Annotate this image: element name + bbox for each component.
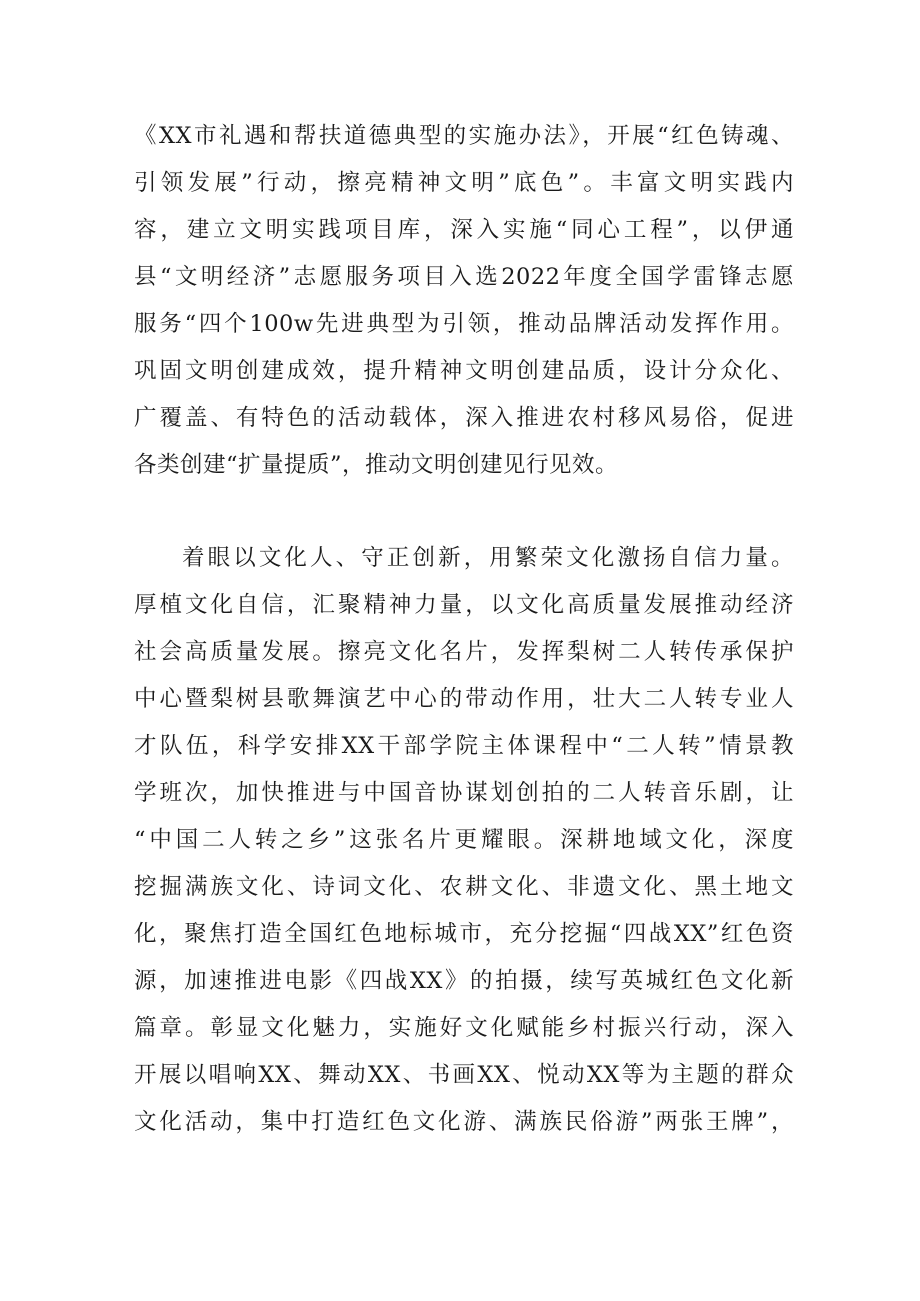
paragraph-line: 县“文明经济”志愿服务项目入选2022年度全国学雷锋志愿 xyxy=(134,264,794,290)
paragraph-line: 各类创建“扩量提质”，推动文明创建见行见效。 xyxy=(134,452,619,478)
paragraph-line: 源，加速推进电影《四战XX》的拍摄，续写英城红色文化新 xyxy=(134,968,794,994)
paragraph-line: 社会高质量发展。擦亮文化名片，发挥梨树二人转传承保护 xyxy=(134,639,794,665)
paragraph-line: “中国二人转之乡”这张名片更耀眼。深耕地域文化，深度 xyxy=(134,827,794,853)
paragraph-line: 挖掘满族文化、诗词文化、农耕文化、非遗文化、黑土地文 xyxy=(134,874,794,900)
paragraph-civilization xyxy=(134,113,794,489)
paragraph-line: 中心暨梨树县歌舞演艺中心的带动作用，壮大二人转专业人 xyxy=(134,686,794,712)
paragraph-line: 《XX市礼遇和帮扶道德典型的实施办法》，开展“红色铸魂、 xyxy=(134,123,794,149)
paragraph-line: 巩固文明创建成效，提升精神文明创建品质，设计分众化、 xyxy=(134,358,794,384)
paragraph-line: 开展以唱响XX、舞动XX、书画XX、悦动XX等为主题的群众 xyxy=(134,1062,794,1088)
paragraph-line: 才队伍，科学安排XX干部学院主体课程中“二人转”情景教 xyxy=(134,733,794,759)
paragraph-line: 广覆盖、有特色的活动载体，深入推进农村移风易俗，促进 xyxy=(134,405,794,431)
paragraph-line: 引领发展”行动，擦亮精神文明”底色”。丰富文明实践内 xyxy=(134,170,794,196)
paragraph-line: 文化活动，集中打造红色文化游、满族民俗游”两张王牌”， xyxy=(134,1109,794,1135)
paragraph-line: 厚植文化自信，汇聚精神力量，以文化高质量发展推动经济 xyxy=(134,592,794,618)
paragraph-culture xyxy=(134,535,794,1146)
paragraph-line: 服务“四个100w先进典型为引领，推动品牌活动发挥作用。 xyxy=(134,311,794,337)
paragraph-line: 篇章。彰显文化魅力，实施好文化赋能乡村振兴行动，深入 xyxy=(134,1015,794,1041)
paragraph-line: 化，聚焦打造全国红色地标城市，充分挖掘“四战XX”红色资 xyxy=(134,921,794,947)
paragraph-line: 学班次，加快推进与中国音协谋划创拍的二人转音乐剧，让 xyxy=(134,780,794,806)
paragraph-line: 容，建立文明实践项目库，深入实施“同心工程”，以伊通 xyxy=(134,217,794,243)
paragraph-first-line: 着眼以文化人、守正创新，用繁荣文化激扬自信力量。 xyxy=(182,545,794,571)
